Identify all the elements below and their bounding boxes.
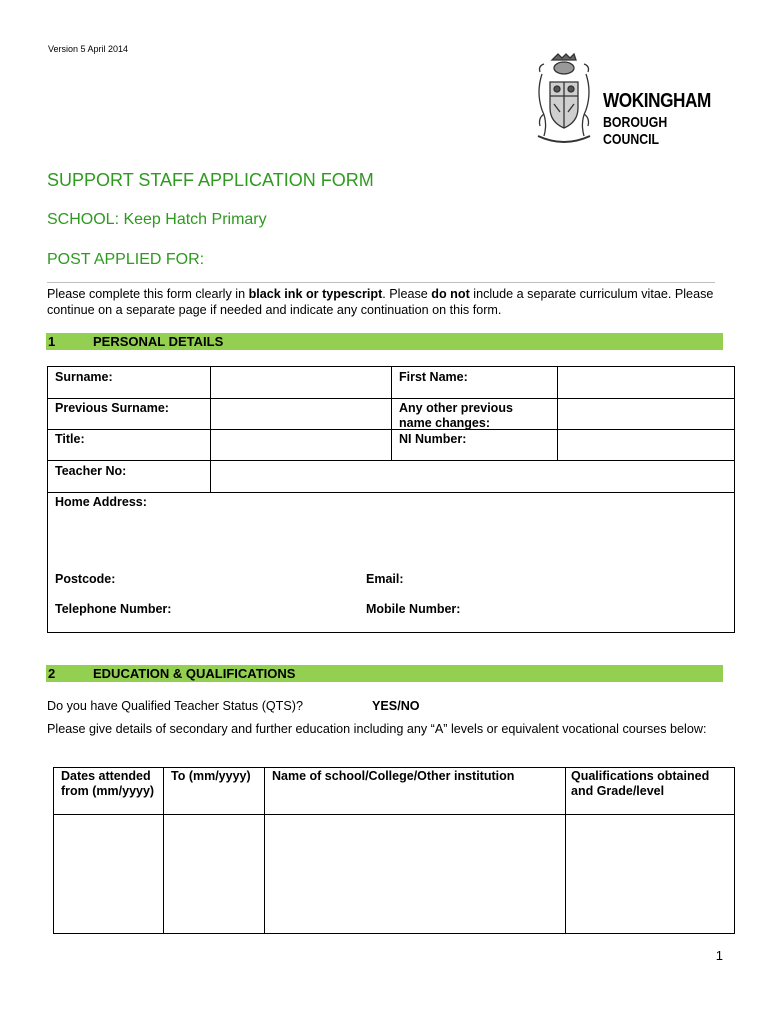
other-names-label: Any other previous name changes: (399, 401, 513, 430)
mobile-label: Mobile Number: (366, 602, 461, 616)
col-dates-to: To (mm/yyyy) (171, 769, 251, 783)
council-crest-icon (532, 52, 598, 150)
col-institution: Name of school/College/Other institution (272, 769, 515, 783)
telephone-label: Telephone Number: (55, 602, 172, 616)
ni-number-label: NI Number: (399, 432, 467, 446)
email-label: Email: (366, 572, 404, 586)
first-name-label: First Name: (399, 370, 468, 384)
personal-details-table (47, 366, 735, 633)
postcode-label: Postcode: (55, 572, 116, 586)
teacher-no-label: Teacher No: (55, 464, 127, 478)
ni-number-input[interactable] (558, 430, 734, 460)
institution-input[interactable] (265, 815, 565, 933)
qualifications-input[interactable] (566, 815, 734, 933)
section-number: 2 (48, 666, 56, 681)
dates-from-input[interactable] (54, 815, 163, 933)
logo-subtitle: BOROUGH COUNCIL (603, 114, 668, 148)
page-number: 1 (715, 948, 723, 963)
section-title: PERSONAL DETAILS (93, 334, 224, 349)
title-input[interactable] (211, 430, 391, 460)
home-address-label: Home Address: (55, 495, 147, 509)
qts-answer[interactable]: YES/NO (372, 699, 420, 713)
surname-input[interactable] (211, 367, 391, 398)
teacher-no-input[interactable] (211, 461, 734, 492)
qts-question: Do you have Qualified Teacher Status (QTS)? (47, 699, 303, 713)
section-personal-details-header (46, 333, 723, 350)
first-name-input[interactable] (558, 367, 734, 398)
col-qualifications: Qualifications obtained and Grade/level (571, 769, 710, 798)
council-logo (532, 52, 732, 150)
section-title: EDUCATION & QUALIFICATIONS (93, 666, 296, 681)
previous-surname-label: Previous Surname: (55, 401, 169, 415)
post-heading: POST APPLIED FOR: (47, 251, 205, 268)
logo-wordmark: WOKINGHAM (603, 90, 711, 112)
dates-to-input[interactable] (164, 815, 264, 933)
school-heading: SCHOOL: Keep Hatch Primary (47, 211, 267, 228)
surname-label: Surname: (55, 370, 113, 384)
intro-paragraph: Please complete this form clearly in black ink or typescript. Please do not include a separate curriculum vitae. Please continue on a separate page if needed and indicate any continuation on this form. (47, 287, 714, 317)
divider (47, 282, 715, 283)
col-dates-from: Dates attended from (mm/yyyy) (61, 769, 155, 798)
form-title: SUPPORT STAFF APPLICATION FORM (47, 170, 374, 190)
education-table (53, 767, 735, 934)
address-block-input[interactable] (48, 493, 734, 632)
other-names-input[interactable] (558, 399, 734, 429)
education-instructions: Please give details of secondary and further education including any “A” levels or equivalent vocational courses below: (47, 722, 707, 736)
previous-surname-input[interactable] (211, 399, 391, 429)
section-education-header (46, 665, 723, 682)
section-number: 1 (48, 334, 56, 349)
title-label: Title: (55, 432, 85, 446)
version-label: Version 5 April 2014 (48, 44, 129, 54)
